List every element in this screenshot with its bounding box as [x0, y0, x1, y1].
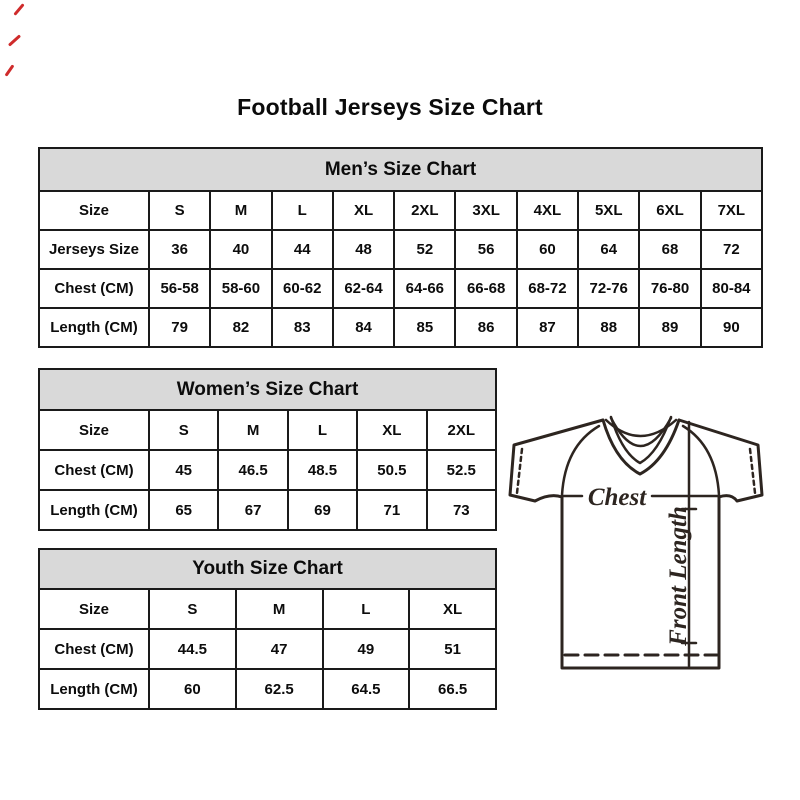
value-cell: 65 [149, 490, 218, 530]
value-cell: 48 [333, 230, 394, 269]
table-row [39, 410, 496, 450]
value-cell: 87 [517, 308, 578, 347]
value-cell: 50.5 [357, 450, 426, 490]
value-cell: 83 [272, 308, 333, 347]
value-cell: 3XL [455, 191, 516, 230]
edge-red-mark [8, 34, 21, 46]
table-title: Youth Size Chart [39, 549, 496, 589]
value-cell: 40 [210, 230, 271, 269]
value-cell: 68-72 [517, 269, 578, 308]
value-cell: 56-58 [149, 269, 210, 308]
value-cell: 44 [272, 230, 333, 269]
value-cell: 62-64 [333, 269, 394, 308]
value-cell: 72-76 [578, 269, 639, 308]
value-cell: 66.5 [409, 669, 496, 709]
value-cell: 67 [218, 490, 287, 530]
value-cell: 85 [394, 308, 455, 347]
value-cell: 2XL [427, 410, 496, 450]
page-title: Football Jerseys Size Chart [237, 94, 543, 120]
value-cell: 88 [578, 308, 639, 347]
mens-size-table [38, 147, 763, 348]
value-cell: 60-62 [272, 269, 333, 308]
value-cell: 64-66 [394, 269, 455, 308]
value-cell: 52 [394, 230, 455, 269]
value-cell: 62.5 [236, 669, 323, 709]
value-cell: 60 [149, 669, 236, 709]
value-cell: 73 [427, 490, 496, 530]
value-cell: 64.5 [323, 669, 410, 709]
jersey-measurement-diagram [505, 413, 767, 675]
value-cell: S [149, 589, 236, 629]
value-cell: XL [333, 191, 394, 230]
row-label-cell: Length (CM) [39, 308, 149, 347]
row-label-cell: Chest (CM) [39, 450, 149, 490]
value-cell: 72 [701, 230, 762, 269]
value-cell: 60 [517, 230, 578, 269]
value-cell: 4XL [517, 191, 578, 230]
value-cell: S [149, 410, 218, 450]
value-cell: 44.5 [149, 629, 236, 669]
value-cell: 45 [149, 450, 218, 490]
table-row [39, 230, 762, 269]
table-row [39, 191, 762, 230]
value-cell: 80-84 [701, 269, 762, 308]
table-row [39, 308, 762, 347]
value-cell: L [288, 410, 357, 450]
value-cell: 52.5 [427, 450, 496, 490]
row-label-cell: Size [39, 410, 149, 450]
value-cell: 46.5 [218, 450, 287, 490]
value-cell: S [149, 191, 210, 230]
value-cell: 36 [149, 230, 210, 269]
value-cell: 56 [455, 230, 516, 269]
value-cell: L [272, 191, 333, 230]
value-cell: 84 [333, 308, 394, 347]
value-cell: XL [357, 410, 426, 450]
value-cell: 51 [409, 629, 496, 669]
table-title: Men’s Size Chart [39, 148, 762, 191]
edge-red-mark [13, 3, 24, 16]
table-title: Women’s Size Chart [39, 369, 496, 410]
row-label-cell: Size [39, 589, 149, 629]
value-cell: 49 [323, 629, 410, 669]
table-row [39, 269, 762, 308]
value-cell: 79 [149, 308, 210, 347]
jersey-outline [510, 420, 762, 668]
value-cell: 7XL [701, 191, 762, 230]
value-cell: 86 [455, 308, 516, 347]
table-title-row [39, 369, 496, 410]
value-cell: M [210, 191, 271, 230]
womens-size-table [38, 368, 497, 531]
row-label-cell: Jerseys Size [39, 230, 149, 269]
row-label-cell: Size [39, 191, 149, 230]
value-cell: XL [409, 589, 496, 629]
value-cell: 2XL [394, 191, 455, 230]
table-row [39, 629, 496, 669]
left-cuff-dashed-line [517, 449, 522, 493]
value-cell: 64 [578, 230, 639, 269]
value-cell: L [323, 589, 410, 629]
row-label-cell: Chest (CM) [39, 269, 149, 308]
table-row [39, 450, 496, 490]
row-label-cell: Length (CM) [39, 669, 149, 709]
row-label-cell: Length (CM) [39, 490, 149, 530]
table-title-row [39, 549, 496, 589]
value-cell: 82 [210, 308, 271, 347]
table-row [39, 490, 496, 530]
value-cell: 66-68 [455, 269, 516, 308]
table-title-row [39, 148, 762, 191]
value-cell: 6XL [639, 191, 700, 230]
row-label-cell: Chest (CM) [39, 629, 149, 669]
table-row [39, 589, 496, 629]
value-cell: 69 [288, 490, 357, 530]
value-cell: 90 [701, 308, 762, 347]
value-cell: 71 [357, 490, 426, 530]
value-cell: 58-60 [210, 269, 271, 308]
value-cell: 76-80 [639, 269, 700, 308]
front-length-label: Front Length [665, 506, 692, 646]
right-cuff-dashed-line [750, 449, 755, 493]
value-cell: 47 [236, 629, 323, 669]
value-cell: M [218, 410, 287, 450]
value-cell: 5XL [578, 191, 639, 230]
value-cell: M [236, 589, 323, 629]
edge-red-mark [5, 64, 15, 76]
value-cell: 89 [639, 308, 700, 347]
value-cell: 68 [639, 230, 700, 269]
value-cell: 48.5 [288, 450, 357, 490]
youth-size-table [38, 548, 497, 710]
table-row [39, 669, 496, 709]
chest-label: Chest [587, 484, 647, 511]
